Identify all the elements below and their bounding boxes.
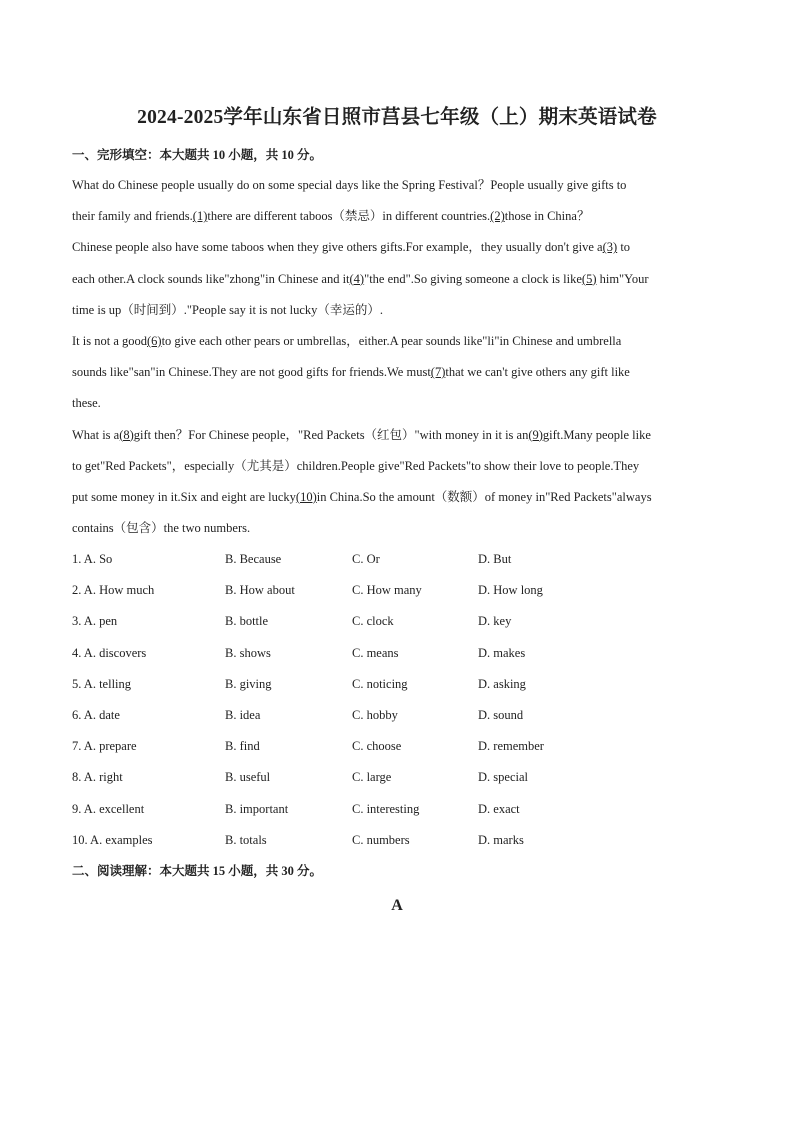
question-row xyxy=(72,735,732,766)
option-a: 8. A. right xyxy=(72,770,123,785)
passage-line xyxy=(72,268,732,299)
passage-line xyxy=(72,455,732,486)
passage-text: It is not a good xyxy=(72,333,147,348)
passage-line xyxy=(72,205,732,236)
question-row xyxy=(72,548,732,579)
question-row xyxy=(72,642,732,673)
passage-line xyxy=(72,330,732,361)
passage-text: to xyxy=(617,240,631,255)
option-a: 7. A. prepare xyxy=(72,739,137,754)
option-b: B. bottle xyxy=(225,614,269,629)
passage-text: gift.Many people like xyxy=(542,427,651,442)
blank-number: (4) xyxy=(349,271,365,286)
option-b: B. giving xyxy=(225,676,272,691)
blank-number: (2) xyxy=(490,209,505,224)
option-a: 6. A. date xyxy=(72,707,120,722)
blank-number: (3) xyxy=(602,240,618,255)
option-d: D. special xyxy=(478,770,528,785)
passage-line xyxy=(72,392,732,423)
option-b: B. find xyxy=(225,739,260,754)
option-a: 5. A. telling xyxy=(72,676,132,691)
passage-line xyxy=(72,361,732,392)
question-row xyxy=(72,610,732,641)
passage-text: to give each other pears or umbrellas，either.A pear sounds like"li"in Chinese and umbrella xyxy=(161,333,622,348)
option-c: C. choose xyxy=(352,739,402,754)
option-d: D. sound xyxy=(478,707,524,722)
option-b: B. idea xyxy=(225,707,261,722)
passage-text: their family and friends. xyxy=(72,209,193,224)
blank-number: (6) xyxy=(147,333,162,348)
option-b: B. shows xyxy=(225,645,271,660)
passage-line xyxy=(72,174,732,205)
passage-text: in China.So the amount（数额）of money in"Red Packets"always xyxy=(316,489,652,504)
option-a: 1. A. So xyxy=(72,552,113,566)
blank-number: (10) xyxy=(295,489,317,504)
option-d: D. exact xyxy=(478,801,520,816)
passage-text: Chinese people also have some taboos when they give others gifts.For example，they usually don't give a xyxy=(72,240,603,255)
option-b: B. important xyxy=(225,801,289,816)
passage-line xyxy=(72,236,732,267)
blank-number: (9) xyxy=(528,427,543,442)
option-c: C. interesting xyxy=(352,801,420,816)
question-row xyxy=(72,579,732,610)
option-c: C. Or xyxy=(352,552,380,566)
blank-number: (7) xyxy=(430,365,446,380)
option-d: D. remember xyxy=(478,739,544,754)
option-a: 3. A. pen xyxy=(72,614,118,629)
option-d: D. marks xyxy=(478,832,524,847)
option-b: B. useful xyxy=(225,770,271,785)
part-a-heading: A xyxy=(391,897,403,914)
question-row xyxy=(72,798,732,829)
passage-text: to get"Red Packets"，especially（尤其是）children.People give"Red Packets"to show their love to people.They xyxy=(72,458,640,473)
passage-text: contains（包含）the two numbers. xyxy=(72,521,251,536)
option-b: B. How about xyxy=(225,583,295,598)
passage-text: put some money in it.Six and eight are lucky xyxy=(72,489,296,504)
option-c: C. numbers xyxy=(352,832,410,847)
passage-text: him"Your xyxy=(596,271,649,286)
cloze-options xyxy=(72,548,732,860)
passage-text: sounds like"san"in Chinese.They are not good gifts for friends.We must xyxy=(72,365,431,380)
option-a: 2. A. How much xyxy=(72,583,155,598)
option-c: C. hobby xyxy=(352,707,398,722)
option-c: C. clock xyxy=(352,614,394,629)
option-c: C. means xyxy=(352,645,399,660)
option-d: D. But xyxy=(478,552,512,566)
blank-number: (5) xyxy=(581,271,597,286)
option-a: 9. A. excellent xyxy=(72,801,145,816)
passage-text: What is a xyxy=(72,427,120,442)
passage-text: there are different taboos（禁忌）in different countries. xyxy=(207,209,491,224)
section-1-heading: 一、完形填空：本大题共 10 小题，共 10 分。 xyxy=(72,148,323,162)
passage-line xyxy=(72,424,732,455)
passage-text: these. xyxy=(72,396,101,411)
option-d: D. key xyxy=(478,614,512,629)
passage-text: that we can't give others any gift like xyxy=(445,365,630,380)
question-row xyxy=(72,829,732,860)
passage-line xyxy=(72,299,732,330)
section-2-heading: 二、阅读理解：本大题共 15 小题，共 30 分。 xyxy=(72,864,323,878)
passage-text: time is up（时间到）."People say it is not lucky（幸运的）. xyxy=(72,302,383,317)
passage-line xyxy=(72,486,732,517)
blank-number: (1) xyxy=(192,209,208,224)
question-row xyxy=(72,704,732,735)
blank-number: (8) xyxy=(119,427,134,442)
passage-line xyxy=(72,517,732,548)
option-a: 10. A. examples xyxy=(72,832,153,847)
option-d: D. makes xyxy=(478,645,526,660)
option-d: D. How long xyxy=(478,583,543,598)
passage-text: What do Chinese people usually do on some special days like the Spring Festival？People usually give gifts to xyxy=(72,178,627,192)
question-row xyxy=(72,766,732,797)
passage-text: gift then？For Chinese people，"Red Packets（红包）"with money in it is an xyxy=(133,427,529,442)
option-d: D. asking xyxy=(478,676,526,691)
passage-text: "the end".So giving someone a clock is like xyxy=(364,271,582,286)
option-b: B. Because xyxy=(225,552,282,566)
question-row xyxy=(72,673,732,704)
option-b: B. totals xyxy=(225,832,267,847)
passage-text: each other.A clock sounds like"zhong"in Chinese and it xyxy=(72,271,350,286)
option-a: 4. A. discovers xyxy=(72,645,147,660)
passage-text: those in China？ xyxy=(504,209,590,224)
option-c: C. How many xyxy=(352,583,422,598)
exam-title: 2024-2025学年山东省日照市莒县七年级（上）期末英语试卷 xyxy=(137,107,657,128)
option-c: C. noticing xyxy=(352,676,408,691)
cloze-passage xyxy=(72,174,732,548)
option-c: C. large xyxy=(352,770,392,785)
